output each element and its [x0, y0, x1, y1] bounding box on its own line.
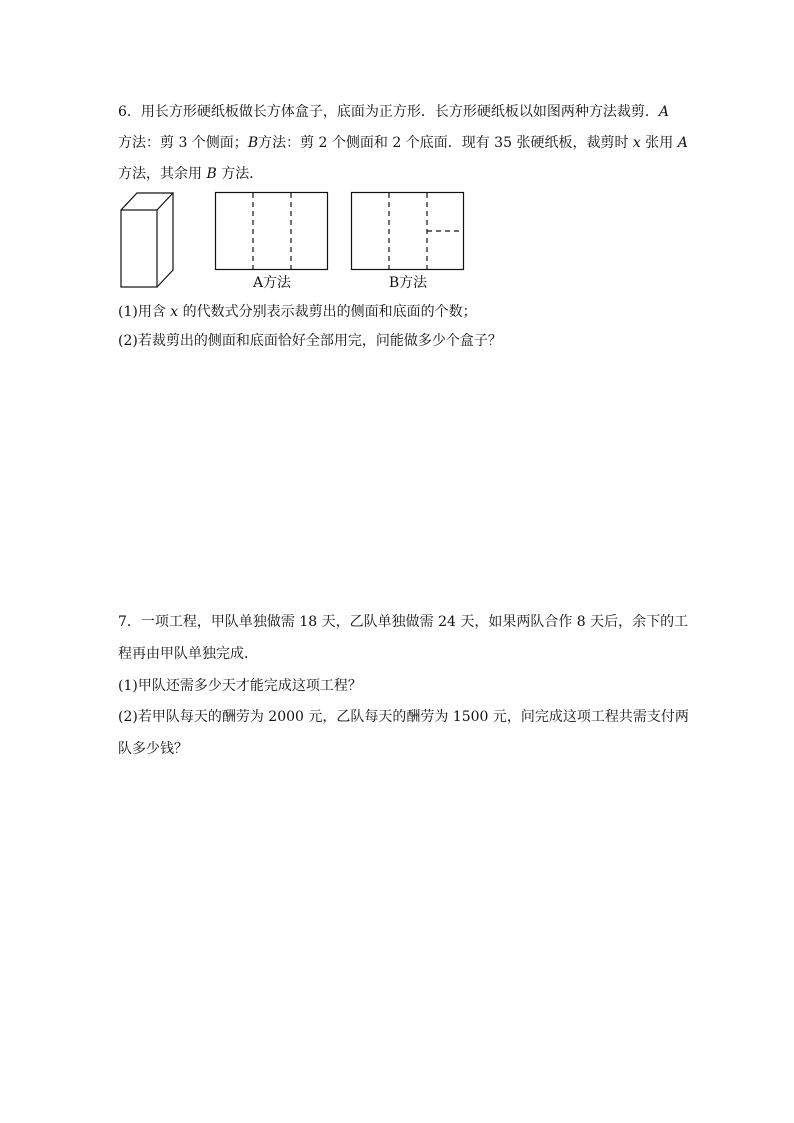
q6-sub-question-1 [118, 302, 477, 322]
q7-stem-line-2: 程再由甲队单独完成． [118, 646, 258, 662]
q7-sub-question-2-line-2: 队多少钱？ [118, 741, 188, 757]
q7-sub-question-1: (1)甲队还需多少天才能完成这项工程？ [118, 678, 362, 694]
q6-var-a: A [658, 104, 670, 120]
q6-sub1-text: (1)用含 [118, 304, 171, 320]
q6-stem-line-2 [118, 133, 688, 153]
method-a-figure [214, 191, 330, 272]
q6-var-b: B [206, 166, 217, 182]
q6-stem-text: 方法：剪 2 个侧面和 2 个底面．现有 35 张硬纸板，裁剪时 [258, 135, 633, 151]
q6-var-a: A [677, 135, 688, 151]
q6-sub1-text: 的代数式分别表示裁剪出的侧面和底面的个数； [178, 304, 477, 320]
q7-sub-question-2-line-1: (2)若甲队每天的酬劳为 2000 元，乙队每天的酬劳为 1500 元，问完成这项工程共需支付两 [118, 709, 689, 725]
box-top-face [121, 193, 173, 210]
box-figure [118, 190, 178, 290]
q6-sub-question-2: (2)若裁剪出的侧面和底面恰好全部用完，问能做多少个盒子？ [118, 333, 502, 349]
method-b-figure [350, 191, 466, 272]
method-b-caption: B方法 [388, 275, 428, 291]
q6-stem-line-1 [118, 102, 669, 122]
box-front-face [121, 210, 157, 287]
q6-var-x: x [632, 135, 641, 151]
q6-stem-text: 方法：剪 3 个侧面； [118, 135, 248, 151]
q6-stem-text: 张用 [640, 135, 678, 151]
q6-stem-text: 6．用长方形硬纸板做长方体盒子，底面为正方形．长方形硬纸板以如图两种方法裁剪． [118, 104, 659, 120]
q6-stem-line-3 [118, 164, 263, 184]
cardboard-outline [216, 193, 328, 270]
method-a-caption: A方法 [252, 275, 292, 291]
q6-stem-text: 方法． [216, 166, 264, 182]
q6-var-b: B [247, 135, 259, 151]
q6-stem-text: 方法，其余用 [118, 166, 207, 182]
q6-var-x: x [170, 304, 179, 320]
q7-stem-line-1: 7．一项工程，甲队单独做需 18 天，乙队单独做需 24 天，如果两队合作 8 天后，余下的工 [118, 614, 689, 630]
